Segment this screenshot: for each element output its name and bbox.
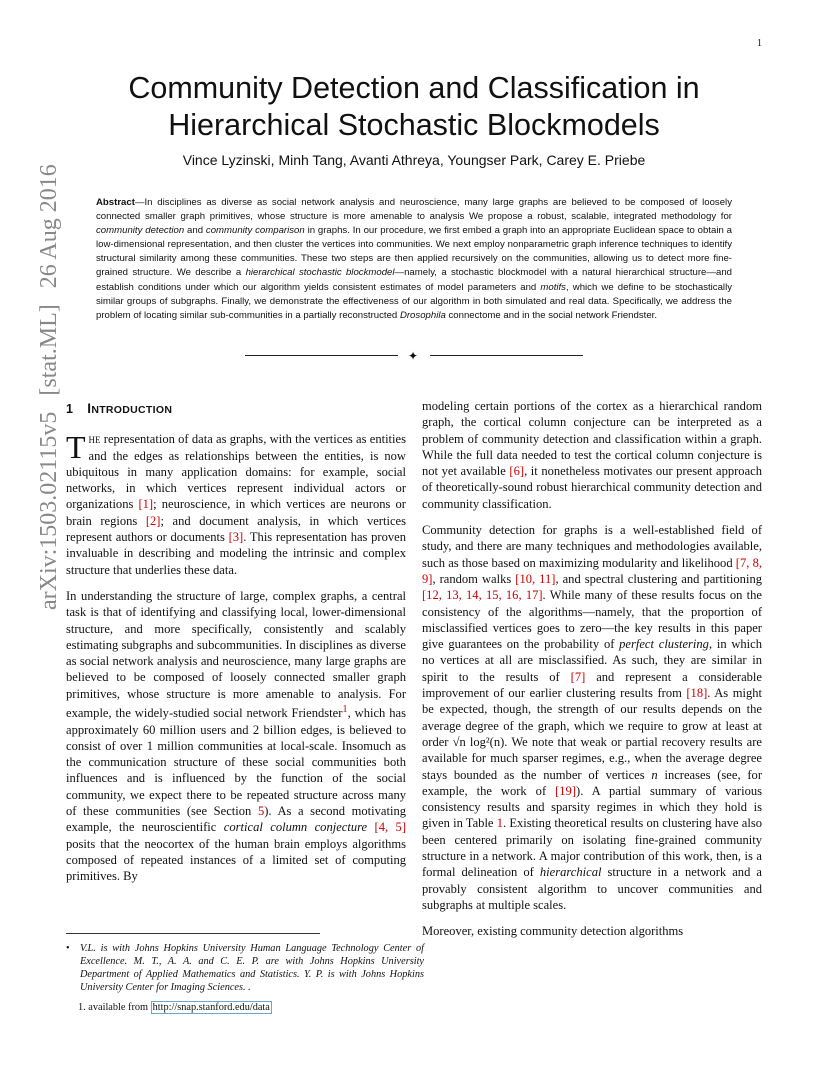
drop-cap: T <box>66 429 86 466</box>
title-line-2: Hierarchical Stochastic Blockmodels <box>168 108 660 142</box>
section-number: 1 <box>66 402 74 416</box>
abstract-text: connectome and in the social network Friendster. <box>445 309 657 321</box>
arxiv-side-stamp <box>36 164 63 610</box>
body-text: , it nonetheless motivates our present approach of theoretically-sound robust hierarchical community detection and community classification. <box>422 464 762 511</box>
body-text: modeling certain portions of the cortex as a hierarchical random graph, the cortical column conjecture can be interpreted as a problem of community detection and classification within a graph. While the full data needed to test the cortical column conjecture is not yet available <box>422 399 762 479</box>
abstract-emph: hierarchical stochastic blockmodel <box>245 267 395 279</box>
footnote-rule <box>66 933 320 934</box>
body-text: increases (see, for example, the work of <box>422 767 762 798</box>
emph-text: perfect clustering <box>619 637 709 652</box>
title-line-1: Community Detection and Classification in <box>128 71 700 105</box>
citation-link[interactable]: [3] <box>228 530 244 545</box>
divider-line <box>430 355 583 356</box>
section-title-rest: NTRODUCTION <box>91 404 173 416</box>
abstract-label: Abstract <box>96 197 135 208</box>
section-link[interactable]: 5 <box>257 804 265 818</box>
citation-link[interactable]: [6] <box>509 464 525 479</box>
body-text: . While many of these results focus on the consistency of the algorithms—namely, that the proportion of misclassified vertices goes to zero—the key results in this paper give guarantees on the probability of <box>422 588 762 652</box>
smallcaps-text: he <box>88 432 101 447</box>
paragraph <box>422 398 762 512</box>
body-text: representation of data as graphs, with the vertices as entities and the edges as relationships between the entities, is now ubiquitous in many application domains: for example, social networks, in which vertices represent individual actors or organizations <box>66 432 406 512</box>
abstract-text: and <box>184 225 206 237</box>
body-text: . This representation has proven invaluable in describing and modeling the intrinsic and complex structure that underlies these data. <box>66 530 406 577</box>
citation-link[interactable]: [10, 11] <box>515 571 556 586</box>
bullet-icon: • <box>66 943 70 954</box>
citation-link[interactable]: [1] <box>138 497 154 512</box>
abstract-emph: community detection <box>96 225 185 237</box>
citation-link[interactable]: [7] <box>570 669 586 684</box>
body-text: , which has approximately 60 million users and 2 billion edges, is believed to consist of over 1 million communities at local-scale. Insomuch as the communication structure of these social communities both influences and is influenced by the function of the social community, we expect there to be repeated structure across many of these communities (see Section <box>66 706 406 818</box>
data-availability-footnote <box>78 1001 422 1014</box>
section-title-initial: I <box>87 401 92 416</box>
body-text: Community detection for graphs is a well-established field of study, and there are many techniques and methodologies available, such as those based on maximizing modularity and likelihood <box>422 523 762 570</box>
divider-ornament-icon: ✦ <box>408 349 419 363</box>
paragraph <box>422 522 762 913</box>
citation-link[interactable]: [19] <box>555 783 577 798</box>
body-text: ; and document analysis, in which vertices represent authors or documents <box>66 513 406 545</box>
footnote-link[interactable]: 1 <box>342 704 348 716</box>
body-text <box>367 820 374 834</box>
abstract-emph: motifs <box>540 281 566 293</box>
body-text: and represent a considerable improvement of our earlier clustering results from <box>422 669 762 701</box>
body-text: ). A partial summary of various consistency results and sparsity regimes in which they hold is given in Table <box>422 783 763 831</box>
footnote-text: 1. available from <box>78 1002 151 1013</box>
emph-text: hierarchical <box>539 865 602 880</box>
abstract-text: , which we define to be stochastically similar groups of subgraphs. Finally, we demonstrate the effectiveness of our algorithm in both simulated and real data. Specifically, we address the problem of locating similar sub-communities in a partially reconstructed <box>96 281 732 321</box>
arxiv-id: arXiv:1503.02115v5 <box>36 411 62 610</box>
section-heading-introduction <box>66 401 406 418</box>
abstract-text: —In disciplines as diverse as social network analysis and neuroscience, many large graphs are believed to be composed of loosely connected smaller graph primitives, whose structure is more amenable to analysis We propose a robust, scalable, integrated methodology for <box>96 197 732 223</box>
section-divider <box>245 349 583 363</box>
body-text: , random walks <box>432 571 516 586</box>
divider-line <box>245 355 398 356</box>
body-text: In understanding the structure of large, complex graphs, a central task is that of identifying and classifying local, lower-dimensional structure, and more specifically, consistently and scalably estimating subgraphs and subcommunities. In disciplines as diverse as social network analysis and neuroscience, many large graphs are believed to be composed of loosely connected smaller graph primitives, whose structure is more amenable to analysis. For example, the widely-studied social network Friendster <box>66 588 406 721</box>
body-text: , and spectral clustering and partitioning <box>555 571 762 586</box>
body-text: ; neuroscience, in which vertices are neurons or brain regions <box>66 497 406 528</box>
body-text: posits that the neocortex of the human brain employs algorithms composed of repeated instances of a limited set of computing primitives. By <box>66 836 406 884</box>
body-text: structure in a network and a provably consistent algorithm to uncover communities and subgraphs at multiple scales. <box>422 865 762 912</box>
emph-text: cortical column conjecture <box>223 820 368 835</box>
table-link[interactable]: 1 <box>496 816 503 831</box>
footnote-text: V.L. is with Johns Hopkins University Human Language Technology Center of Excellence. M. T., A. A. and C. E. P. are with Johns Hopkins University Department of Applied Mathematics and Statistics. Y. P. is with Johns Hopkins University Center for Imaging Sciences. . <box>80 943 424 993</box>
arxiv-date: 26 Aug 2016 <box>36 164 62 289</box>
abstract <box>96 196 732 323</box>
math-expression: √n log²(n) <box>452 734 505 749</box>
citation-link[interactable]: [7, 8, 9] <box>422 555 762 586</box>
author-list: Vince Lyzinski, Minh Tang, Avanti Athreya, Youngser Park, Carey E. Priebe <box>182 152 646 168</box>
abstract-text: in graphs. In our procedure, we first embed a graph into an appropriate Euclidean space to obtain a low-dimensional representation, and then cluster the vertices into communities. We next employ nonparametric graph inference techniques to identify structural similarity among these communities. These two steps are then applied recursively on the communities, allowing us to detect more fine-grained structure. We describe a <box>96 225 733 279</box>
page-number: 1 <box>757 38 762 49</box>
url-link[interactable]: http://snap.stanford.edu/data <box>152 1002 270 1013</box>
right-column <box>422 398 762 950</box>
citation-link[interactable]: [12, 13, 14, 15, 16, 17] <box>422 588 543 603</box>
paragraph <box>66 431 406 578</box>
paragraph <box>66 588 406 885</box>
body-text: . Existing theoretical results on clustering have also been centered primarily on isolating fine-grained community structure in a network. A major contribution of this work, then, is a formal delineation of <box>422 816 762 880</box>
left-column <box>66 398 406 894</box>
body-text: . As might be expected, though, the strength of our results depends on the average degree of the graph, which we require to grow at least at order <box>422 686 762 749</box>
arxiv-category: [stat.ML] <box>36 304 62 396</box>
citation-link[interactable]: [4, 5] <box>374 820 406 835</box>
math-variable: n <box>651 767 658 782</box>
abstract-emph: Drosophila <box>399 309 446 321</box>
paper-title <box>92 70 736 144</box>
citation-link[interactable]: [2] <box>145 513 161 528</box>
affiliation-footnote <box>66 942 424 994</box>
body-text: ). As a second motivating example, the neuroscientific <box>66 804 406 835</box>
abstract-emph: community comparison <box>205 225 305 237</box>
body-text: . We note that weak or partial recovery results are available for much sparser regimes, e.g., when the average degree stays bounded as the number of vertices <box>422 734 762 782</box>
body-text: , in which no vertices at all are misclassified. As such, they are similar in spirit to the results of <box>422 637 763 684</box>
abstract-text: —namely, a stochastic blockmodel with a natural hierarchical structure—and establish conditions under which our algorithm yields consistent estimates of model parameters and <box>96 267 732 293</box>
citation-link[interactable]: [18] <box>686 686 708 701</box>
paragraph: Moreover, existing community detection algorithms <box>422 924 684 939</box>
